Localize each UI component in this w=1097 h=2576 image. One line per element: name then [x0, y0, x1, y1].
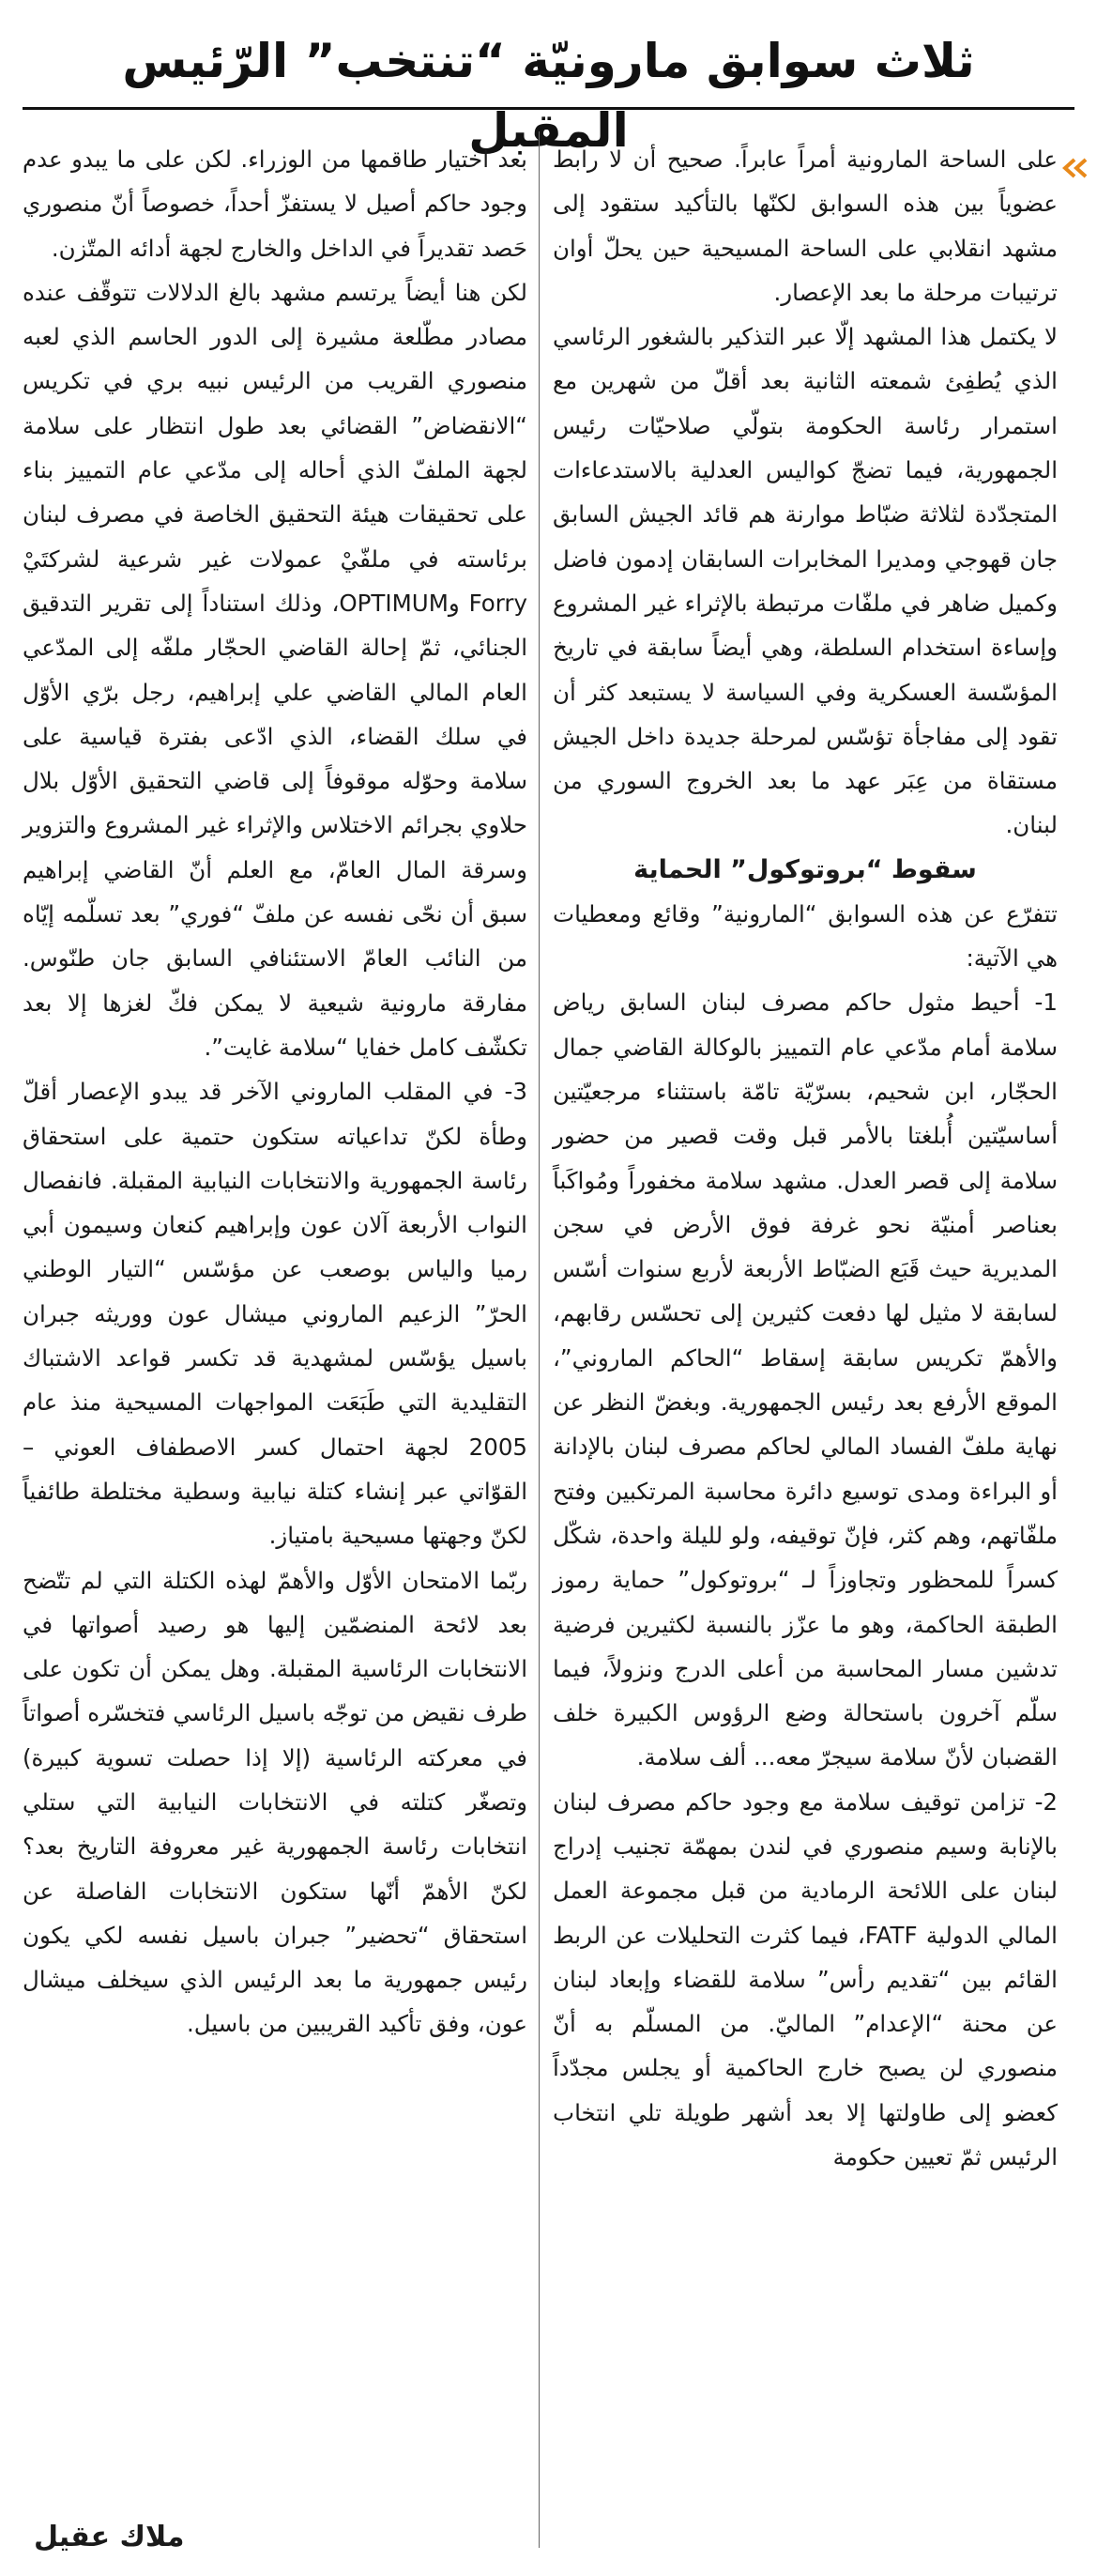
- column-divider: [539, 131, 540, 2548]
- body-paragraph: تتفرّع عن هذه السوابق “المارونية” وقائع ومعطيات هي الآتية:: [553, 899, 1058, 973]
- body-paragraph: على الساحة المارونية أمراً عابراً. صحيح أن لا رابط عضوياً بين هذه السوابق لكنّها بالتأكيد ستقود إلى مشهد انقلابي على الساحة المسيحية حين يحلّ أوان ترتيبات مرحلة ما بعد الإعصار.: [553, 146, 1058, 306]
- body-paragraph: ربّما الامتحان الأوّل والأهمّ لهذه الكتلة التي لم تتّضح بعد لائحة المنضمّين إليها هو رصيد أصواتها في الانتخابات الرئاسية المقبلة. وهل يمكن أن تكون على طرف نقيض من توجّه باسيل الرئاسي فتخسّره أصواتاً في معركته الرئاسية (إلا إذا حصلت تسوية كبيرة) وتصغّر كتلته في الانتخابات النيابية التي ستلي انتخابات رئاسة الجمهورية غير معروفة التاريخ بعد؟ لكنّ الأهمّ أنّها ستكون الانتخابات الفاصلة عن استحقاق “تحضير” جبران باسيل نفسه لكي يكون رئيس جمهورية ما بعد الرئيس الذي سيخلف ميشال عون، وفق تأكيد القريبين من باسيل.: [23, 1566, 527, 2038]
- body-paragraph: لا يكتمل هذا المشهد إلّا عبر التذكير بالشغور الرئاسي الذي يُطفِئ شمعته الثانية بعد أقلّ من شهرين مع استمرار رئاسة الحكومة بتولّي صلاحيّات رئيس الجمهورية، فيما تضجّ كواليس العدلية بالاستدعاءات المتجدّدة لثلاثة ضبّاط موارنة هم قائد الجيش السابق جان قهوجي ومديرا المخابرات السابقان إدمون فاضل وكميل ضاهر في ملفّات مرتبطة بالإثراء غير المشروع وإساءة استخدام السلطة، وهي أيضاً سابقة في تاريخ المؤسّسة العسكرية وفي السياسة لا يستبعد كثر أن تقود إلى مفاجأة تؤسّس لمرحلة جديدة داخل الجيش مستقاة من عِبَر عهد ما بعد الخروج السوري من لبنان.: [553, 323, 1058, 839]
- body-paragraph: 1- أحيط مثول حاكم مصرف لبنان السابق رياض سلامة أمام مدّعي عام التمييز بالوكالة القاضي جمال الحجّار، ابن شحيم، بسرّيّة تامّة باستثناء مرجعيّتين أساسيّتين أُبلغتا بالأمر قبل وقت قصير من حضور سلامة إلى قصر العدل. مشهد سلامة مخفوراً ومُواكَباً بعناصر أمنيّة نحو غرفة فوق الأرض في سجن المديرية حيث قَبَع الضبّاط الأربعة لأربع سنوات أسّس لسابقة لا مثيل لها دفعت كثيرين إلى تحسّس رقابهم، والأهمّ تكريس سابقة إسقاط “الحاكم الماروني”، الموقع الأرفع بعد رئيس الجمهورية. وبغضّ النظر عن نهاية ملفّ الفساد المالي لحاكم مصرف لبنان بالإدانة أو البراءة ومدى توسيع دائرة محاسبة المرتكبين وفتح ملفّاتهم، وهم كثر، فإنّ توقيفه، ولو لليلة واحدة، شكّل كسراً للمحظور وتجاوزاً لـ “بروتوكول” حماية رموز الطبقة الحاكمة، وهو ما عزّز بالنسبة لكثيرين فرضية تدشين مسار المحاسبة من أعلى الدرج ونزولاً، فيما سلّم آخرون باستحالة وضع الرؤوس الكبيرة خلف القضبان لأنّ سلامة سيجرّ معه... ألف سلامة.: [553, 989, 1058, 1771]
- body-paragraph: 2- تزامن توقيف سلامة مع وجود حاكم مصرف لبنان بالإنابة وسيم منصوري في لندن بمهمّة تجنيب إدراج لبنان على اللائحة الرمادية من قبل مجموعة العمل المالي الدولية FATF، فيما كثرت التحليلات عن الربط القائم بين “تقديم رأس” سلامة للقضاء وإبعاد لبنان عن محنة “الإعدام” الماليّ. من المسلّم به أنّ منصوري لن يصبح خارج الحاكمية أو يجلس مجدّداً كعضو إلى طاولتها إلا بعد أشهر طويلة تلي انتخاب الرئيس ثمّ تعيين حكومة: [553, 1787, 1058, 2171]
- author-byline: ملاك عقيل: [34, 2521, 185, 2553]
- double-chevron-left-icon: [1061, 158, 1089, 178]
- article-column-left: [23, 137, 527, 2520]
- article-column-right: [553, 137, 1058, 2520]
- headline-divider: [23, 107, 1074, 110]
- body-paragraph: بعد اختيار طاقمها من الوزراء. لكن على ما يبدو عدم وجود حاكم أصيل لا يستفزّ أحداً، خصوصاً أنّ منصوري حَصد تقديراً في الداخل والخارج لجهة أدائه المتّزن.: [23, 146, 527, 262]
- article-headline: ثلاث سوابق مارونيّة “تنتخب” الرّئيس المقبل: [122, 34, 975, 158]
- body-paragraph: 3- في المقلب الماروني الآخر قد يبدو الإعصار أقلّ وطأة لكنّ تداعياته ستكون حتمية على استحقاق رئاسة الجمهورية والانتخابات النيابية المقبلة. فانفصال النواب الأربعة آلان عون وإبراهيم كنعان وسيمون أبي رميا والياس بوصعب عن مؤسّس “التيار الوطني الحرّ” الزعيم الماروني ميشال عون ووريثه جبران باسيل يؤسّس لمشهدية قد تكسر قواعد الاشتباك التقليدية التي طَبَعَت المواجهات المسيحية منذ عام 2005 لجهة احتمال كسر الاصطفاف العوني – القوّاتي عبر إنشاء كتلة نيابية وسطية مختلطة طائفياً لكنّ وجهتها مسيحية بامتياز.: [23, 1078, 527, 1550]
- section-subhead: سقوط “بروتوكول” الحماية: [633, 854, 977, 884]
- body-paragraph: لكن هنا أيضاً يرتسم مشهد بالغ الدلالات تتوقّف عنده مصادر مطّلعة مشيرة إلى الدور الحاسم الذي لعبه منصوري القريب من الرئيس نبيه بري في تكريس “الانقضاض” القضائي بعد طول انتظار على سلامة لجهة الملفّ الذي أحاله إلى مدّعي عام التمييز بناء على تحقيقات هيئة التحقيق الخاصة في مصرف لبنان برئاسته في ملفّيْ عمولات غير شرعية لشركتَيْ Forry وOPTIMUM، وذلك استناداً إلى تقرير التدقيق الجنائي، ثمّ إحالة القاضي الحجّار ملفّه إلى المدّعي العام المالي القاضي علي إبراهيم، رجل برّي الأوّل في سلك القضاء، الذي ادّعى بفترة قياسية على سلامة وحوّله موقوفاً إلى قاضي التحقيق الأوّل بلال حلاوي بجرائم الاختلاس والإثراء غير المشروع والتزوير وسرقة المال العامّ، مع العلم أنّ القاضي إبراهيم سبق أن نحّى نفسه عن ملفّ “فوري” بعد تسلّمه إيّاه من النائب العامّ الاستئنافي السابق جان طنّوس. مفارقة مارونية شيعية لا يمكن فكّ لغزها إلا بعد تكشّف كامل خفايا “سلامة غايت”.: [23, 278, 528, 1061]
